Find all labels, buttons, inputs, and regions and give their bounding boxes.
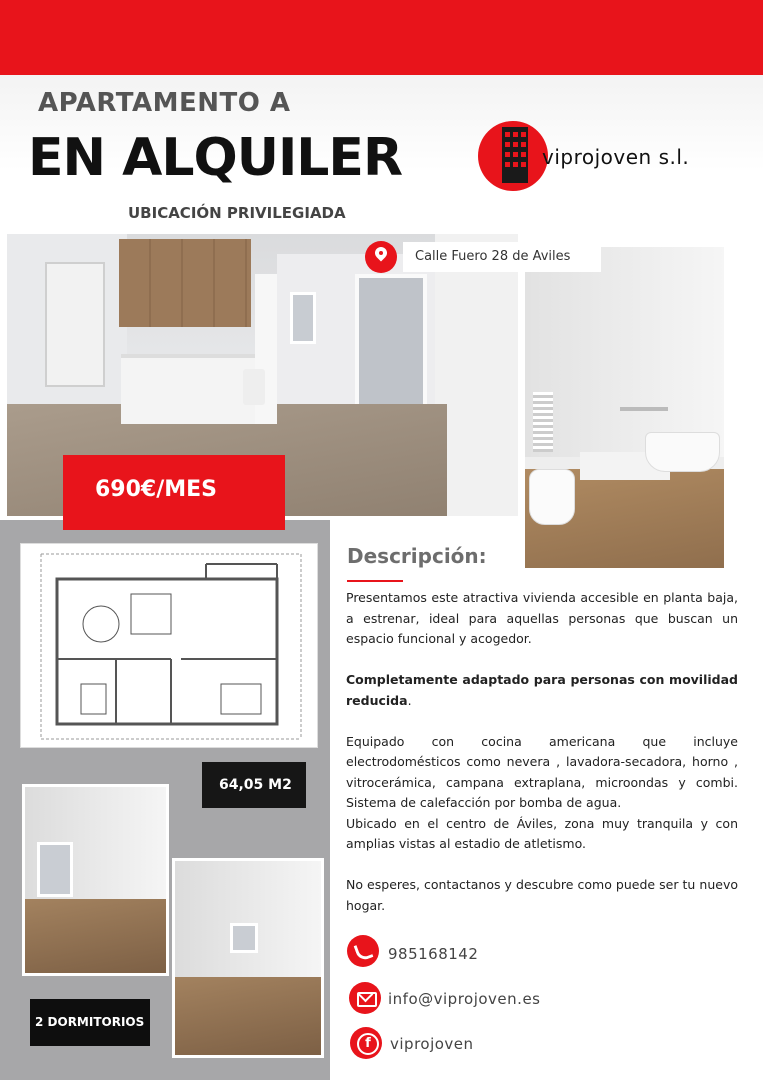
email-address[interactable]: info@viprojoven.es <box>388 990 541 1008</box>
company-logo <box>478 121 738 193</box>
page-title: EN ALQUILER <box>28 128 402 188</box>
address-label: Calle Fuero 28 de Aviles <box>403 242 601 272</box>
location-pin-icon <box>365 241 397 273</box>
bedroom-photo-1 <box>22 784 169 976</box>
facebook-icon <box>350 1027 382 1059</box>
floor-plan <box>20 543 318 748</box>
description-paragraph-1: Presentamos este atractiva vivienda accesible en planta baja, a estrenar, ideal para aquellas personas que buscan un espacio funcional y acogedor. <box>346 590 738 646</box>
rooms-badge: 2 DORMITORIOS <box>30 999 150 1046</box>
description-paragraph-3: Equipado con cocina americana que incluye electrodomésticos como nevera , lavadora-secadora, horno , vitrocerámica, campana extraplana, microondas y combi. Sistema de calefacción por bomba de agua. <box>346 733 738 810</box>
description-title: Descripción: <box>347 544 487 568</box>
phone-icon <box>347 935 379 967</box>
title-subtitle: UBICACIÓN PRIVILEGIADA <box>128 204 346 222</box>
description-paragraph-4: Ubicado en el centro de Áviles, zona muy tranquila y con amplias vistas al estadio de atletismo. <box>346 815 738 851</box>
description-highlight: Completamente adaptado para personas con movilidad reducida <box>346 672 738 708</box>
facebook-handle[interactable]: viprojoven <box>390 1035 474 1053</box>
price-badge: 690€/MES <box>63 455 285 530</box>
description-paragraph-5: No esperes, contactanos y descubre como puede ser tu nuevo hogar. <box>346 877 738 913</box>
mail-icon <box>349 982 381 1014</box>
bathroom-photo <box>523 245 726 570</box>
area-badge: 64,05 M2 <box>202 762 306 808</box>
logo-text: viprojoven s.l. <box>542 145 690 169</box>
building-icon <box>502 127 528 183</box>
description-paragraph-2: Completamente adaptado para personas con movilidad reducida. <box>346 672 738 708</box>
description-text <box>346 588 738 937</box>
phone-number[interactable]: 985168142 <box>388 945 479 963</box>
bedroom-photo-2 <box>172 858 324 1058</box>
top-red-band <box>0 0 763 75</box>
title-pre: APARTAMENTO A <box>38 88 291 118</box>
description-underline <box>347 580 403 582</box>
